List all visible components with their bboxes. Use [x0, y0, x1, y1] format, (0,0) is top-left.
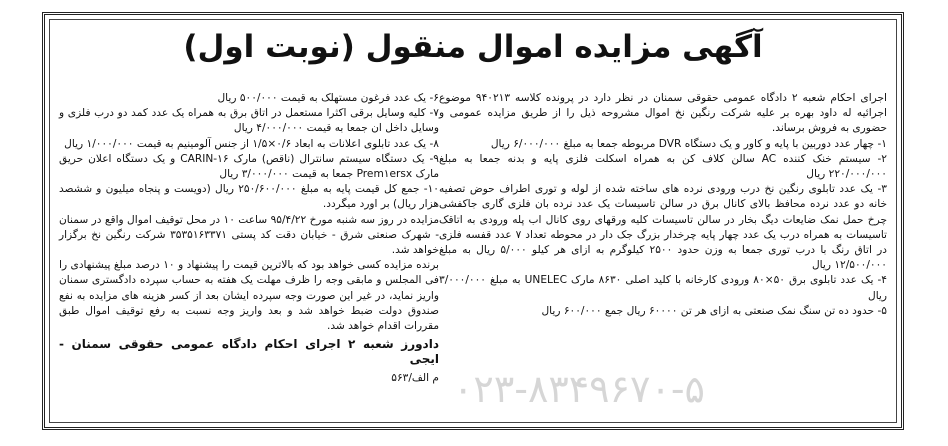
item-3: ۳- یک عدد تابلوی رنگین نخ درب ورودی نرده های ساخته شده از لوله و توری اطراف حوض تصفیه خانه دو عدد نرده محافظ بالای کانال برق در سالن تاسیسات یک عدد نرده بان فلزی گاری جاکفشی چرخ حمل نمک ضایعات دیگ بخار در سالن تاسیسات کلیه ورقهای روی کانال اب پله ورودی به اتاقک تاسیسات به همراه درب یک عدد چهار پایه چرخدار بزرگ جک دار در محوطه تعداد ۷ عدد قفسه فلزی در اتاق رنگ با درب توری جمعا به وزن حدود ۲۵۰۰ کیلوگرم به ازای هر کیلو ۵/۰۰۰ ریال به مبلغ ۱۲/۵۰۰/۰۰۰ ریال — [439, 183, 887, 272]
signature: دادورز شعبه ۲ اجرای احکام دادگاه عمومی حقوقی سمنان - ایجی — [59, 337, 439, 367]
intro-paragraph: اجرای احکام شعبه ۲ دادگاه عمومی حقوقی سمنان در نظر دارد در پرونده کلاسه ۹۴۰۲۱۳ موضوع اجرائیه له داود بهره بر علیه شرکت رنگین نخ اموال مشروحه ذیل را از طریق مزایده عمومی و حضوری به فروش برساند. — [439, 92, 887, 135]
item-2: ۲- سیستم خنک کننده AC سالن کلاف کن به همراه اسکلت فلزی پایه و بدنه جمعا به مبلغ ۲۲۰/۰۰۰/۰۰۰ ریال — [439, 152, 887, 181]
notice-frame — [42, 12, 904, 430]
item-7: ۷- کلیه وسایل برقی اکثرا مستعمل در اتاق برق به همراه یک عدد کمد دو درب فلزی و وسایل داخل ان جمعا به قیمت ۴/۰۰۰/۰۰۰ ریال — [59, 107, 439, 135]
reference-number: م الف/۵۶۳ — [391, 371, 439, 384]
item-9: ۹- یک دستگاه سیستم سانترال (ناقص) مارک CARIN-۱۶ و یک دستگاه اعلان حریق مارک Prem۱ersx جمعا به قیمت ۳/۰۰۰/۰۰۰ ریال — [59, 152, 439, 181]
auction-terms: برنده مزایده کسی خواهد بود که بالاترین قیمت را پیشنهاد و ۱۰ درصد مبلغ پیشنهادی را فی المجلس و مابقی وجه را ظرف مهلت یک هفته به حساب سپرده دادگستری سمنان واریز نماید، در غیر این صورت وجه سپرده ایشان بعد از کسر هزینه های مزایده به نفع صندوق دولت ضبط خواهد شد و بعد واریز وجه نسبت به رفع توقیف اموال طبق مقررات اقدام خواهد شد. — [59, 259, 439, 333]
left-column — [59, 91, 439, 386]
item-10-total: ۱۰- جمع کل قیمت پایه به مبلغ ۲۵۰/۶۰۰/۰۰۰ ریال (دویست و پنجاه میلیون و ششصد هزار ریال) بر اورد میگردد. — [59, 183, 439, 211]
item-5: ۵- حدود ده تن سنگ نمک صنعتی به ازای هر تن ۶۰۰۰۰ ریال جمع ۶۰۰/۰۰۰ ریال — [541, 304, 887, 317]
right-column — [439, 91, 887, 319]
item-1: ۱- چهار عدد دوربین با پایه و کاور و یک دستگاه DVR مربوطه جمعا به مبلغ ۶/۰۰۰/۰۰۰ ریال — [490, 137, 887, 150]
item-6: ۶- یک عدد فرغون مستهلک به قیمت ۵۰۰/۰۰۰ ریال — [217, 92, 439, 104]
auction-time-place: مزایده در روز سه شنبه مورخ ۹۵/۴/۲۲ ساعت ۱۰ در محل توقیف اموال واقع در سمنان - شهرک صنعتی شرق - خیابان دقت کد پستی ۳۵۳۵۱۶۳۳۷۱ شرکت رنگین نخ برگزار خواهد شد. — [59, 213, 440, 257]
item-8: ۸- یک عدد تابلوی اعلانات به ابعاد ۰/۶×۱/۵ از جنس آلومینیم به قیمت ۱/۰۰۰/۰۰۰ ریال — [64, 137, 439, 150]
item-4: ۴- یک عدد تابلوی برق ۵۰×۸۰ ورودی کارخانه با کلید اصلی ۸۶۳۰ مارک UNELEC به مبلغ ۳/۰۰۰/۰۰۰ ریال — [439, 274, 887, 302]
notice-title: آگهی مزایده اموال منقول (نوبت اول) — [183, 29, 763, 65]
phone-watermark: ۰۲۳-۸۳۴۹۶۷۰-۵ — [453, 367, 705, 411]
